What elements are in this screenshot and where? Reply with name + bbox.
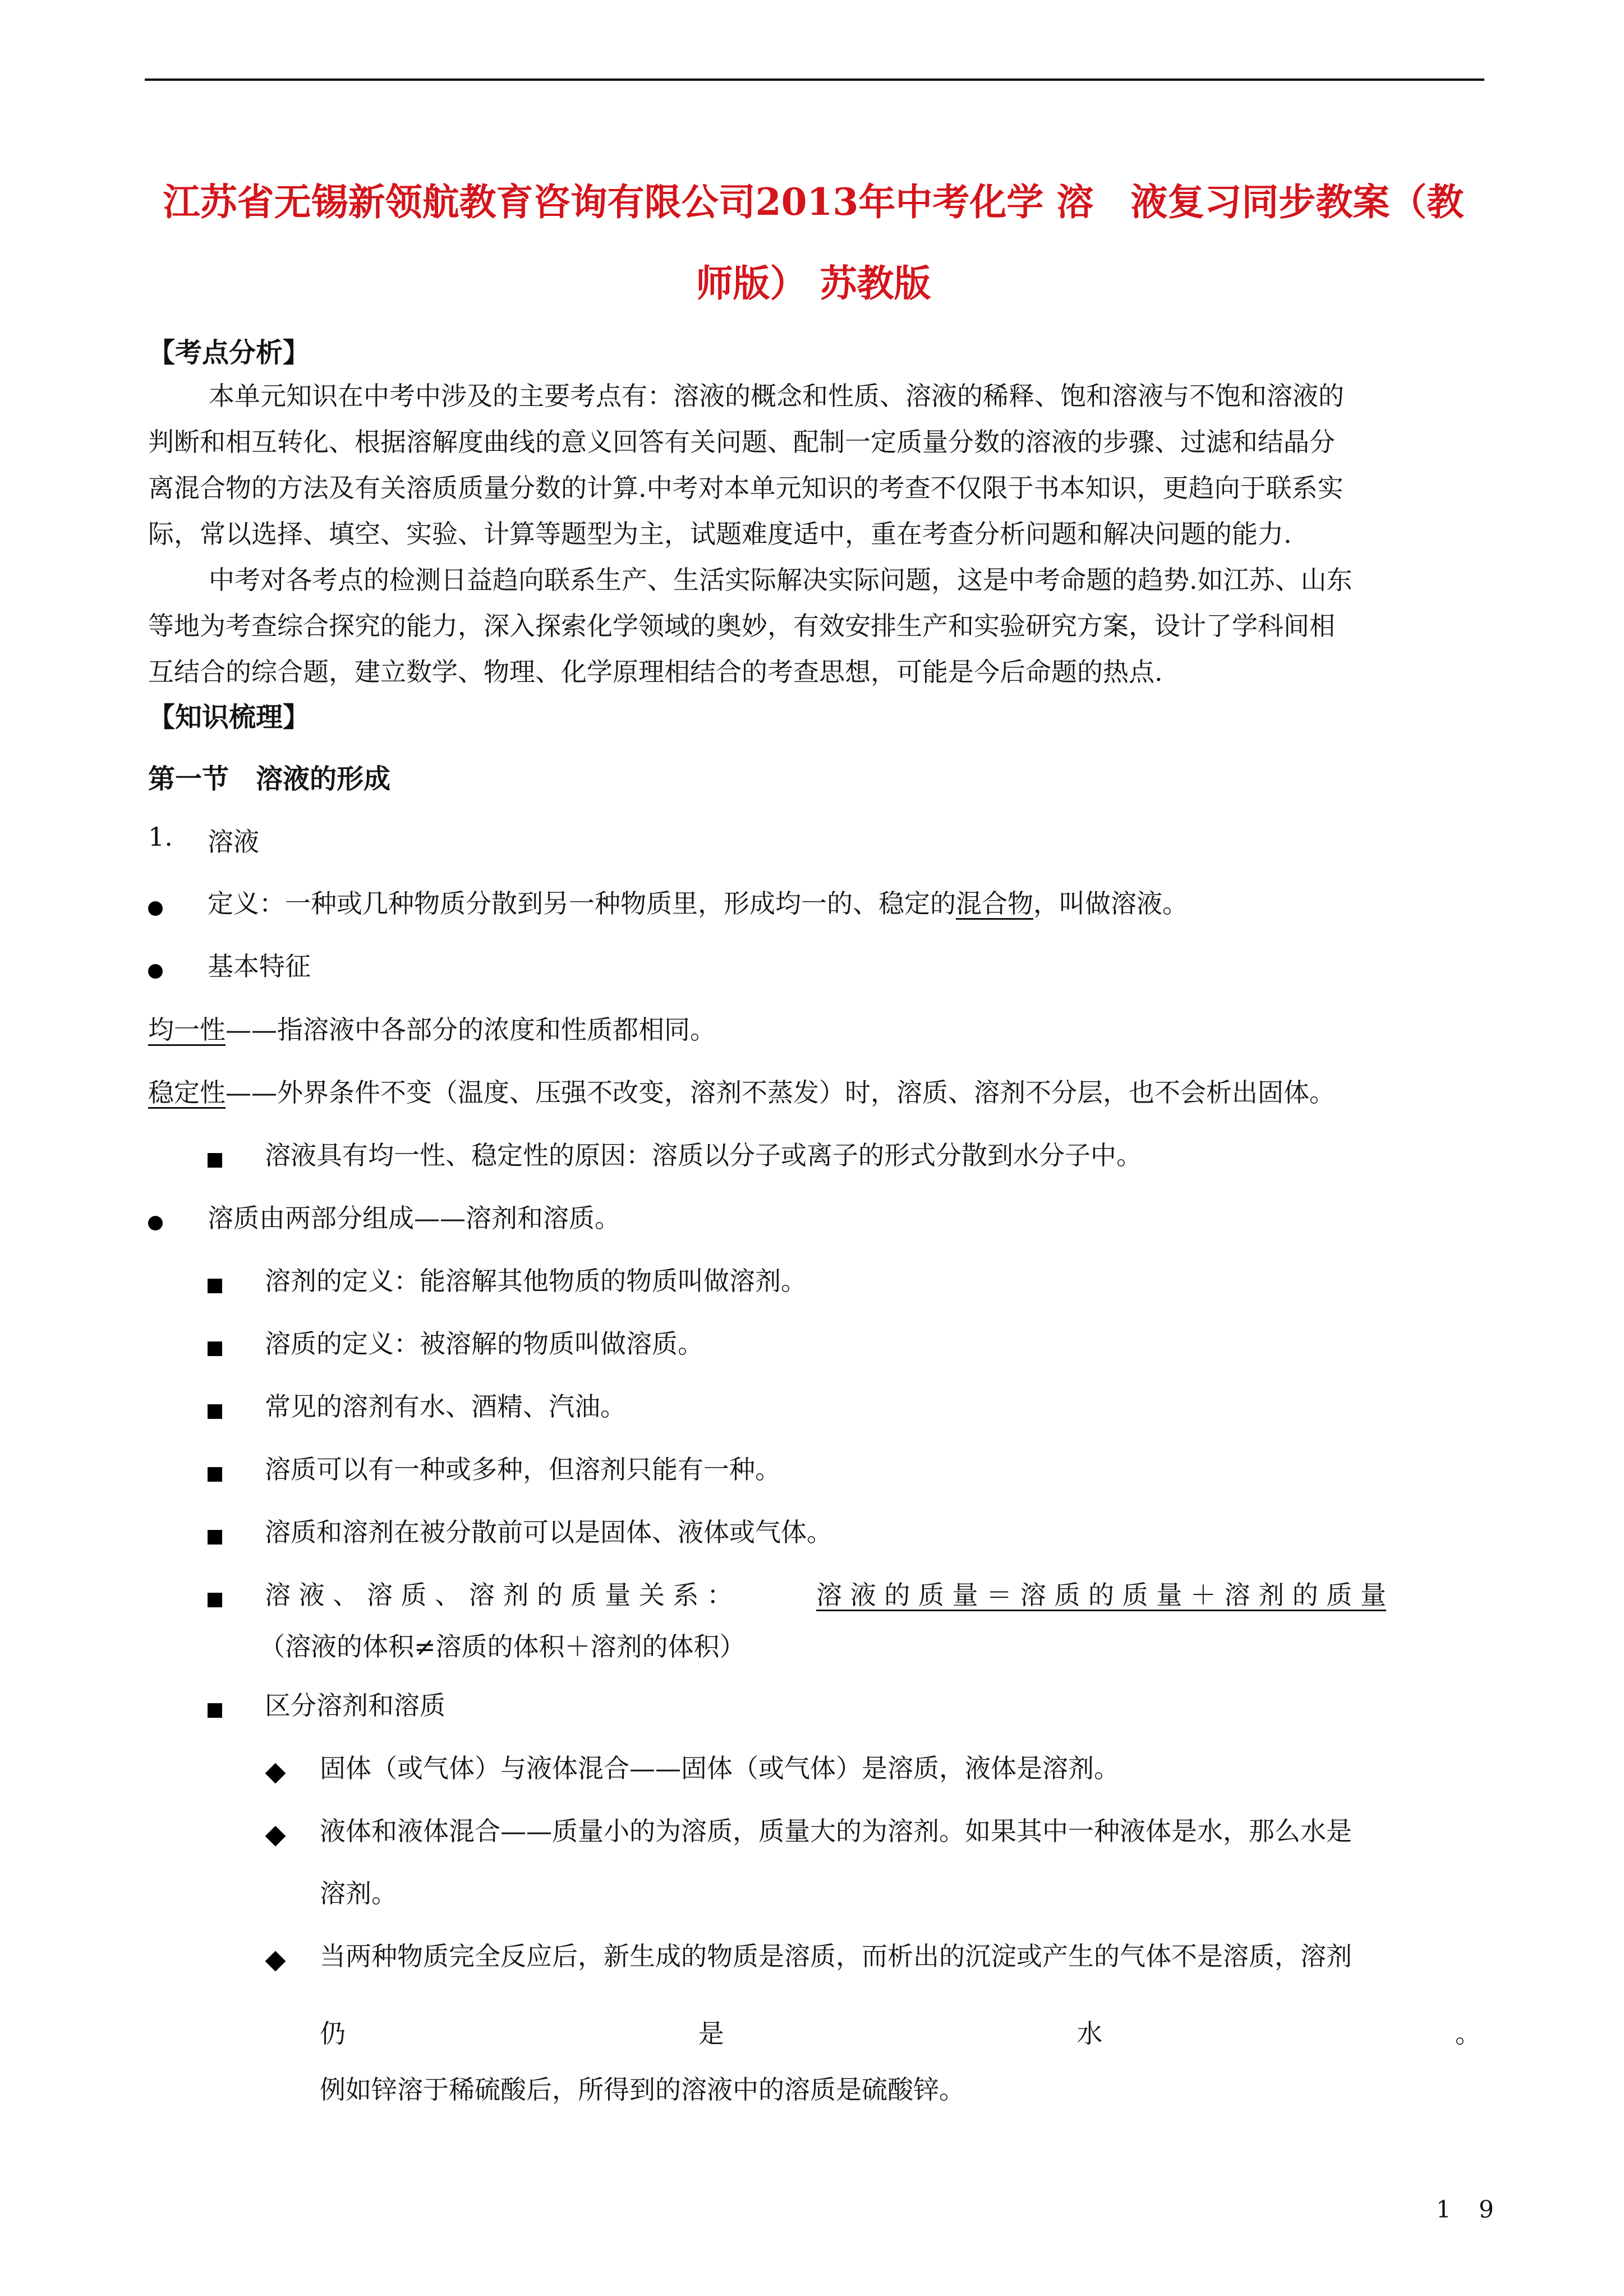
definition-prefix: 定义：一种或几种物质分散到另一种物质里，形成均一的、稳定的 xyxy=(208,888,956,919)
bullet-dot xyxy=(148,892,163,922)
definition-underlined: 混合物 xyxy=(956,888,1033,919)
para-line: 际，常以选择、填空、实验、计算等题型为主，试题难度适中，重在考查分析问题和解决问题的能力. xyxy=(148,519,1292,549)
item-text: 溶液 xyxy=(208,827,259,857)
bullet-dot xyxy=(148,955,163,985)
mass-relation-prefix: 溶 液 、 溶 质 、 溶 剂 的 质 量 关 系 ： xyxy=(265,1580,733,1610)
diamond-item-cont: 溶剂。 xyxy=(320,1878,397,1908)
reason-text: 溶液具有均一性、稳定性的原因：溶质以分子或离子的形式分散到水分子中。 xyxy=(265,1140,1142,1170)
diamond-item: 当两种物质完全反应后，新生成的物质是溶质，而析出的沉淀或产生的气体不是溶质，溶剂 xyxy=(320,1941,1352,1971)
bullet-diamond xyxy=(268,1819,283,1850)
list-item: 溶质的定义：被溶解的物质叫做溶质。 xyxy=(265,1329,703,1359)
para-line: 离混合物的方法及有关溶质质量分数的计算.中考对本单元知识的考查不仅限于书本知识，更趋向于联系实 xyxy=(148,473,1344,503)
para-line: 本单元知识在中考中涉及的主要考点有：溶液的概念和性质、溶液的稀释、饱和溶液与不饱和溶液的 xyxy=(209,381,1344,411)
stable-line xyxy=(148,1072,1335,1109)
bullet-square xyxy=(208,1332,222,1362)
list-item: 溶质和溶剂在被分散前可以是固体、液体或气体。 xyxy=(265,1517,832,1547)
kaodian-heading: 【考点分析】 xyxy=(148,337,310,368)
stable-text: ——外界条件不变（温度、压强不改变，溶剂不蒸发）时，溶质、溶剂不分层，也不会析出固体。 xyxy=(226,1077,1335,1108)
para-line: 判断和相互转化、根据溶解度曲线的意义回答有关问题、配制一定质量分数的溶液的步骤、过滤和结晶分 xyxy=(148,427,1335,457)
para-line: 等地为考查综合探究的能力，深入探索化学领域的奥妙，有效安排生产和实验研究方案，设计了学科间相 xyxy=(148,611,1335,641)
spread-char: 仍 xyxy=(320,2018,346,2049)
bullet-square xyxy=(208,1395,222,1425)
section-title: 第一节 溶液的形成 xyxy=(148,763,391,795)
bullet-diamond xyxy=(268,1756,283,1787)
diamond-item: 固体（或气体）与液体混合——固体（或气体）是溶质，液体是溶剂。 xyxy=(320,1753,1120,1783)
list-item: 常见的溶剂有水、酒精、汽油。 xyxy=(265,1391,626,1422)
spread-char: 。 xyxy=(1455,2018,1481,2049)
bullet-square xyxy=(208,1520,222,1551)
list-item: 溶质可以有一种或多种，但溶剂只能有一种。 xyxy=(265,1454,781,1484)
bullet-square xyxy=(208,1583,222,1613)
page-number: 1 9 xyxy=(1436,2196,1504,2223)
bullet-dot xyxy=(148,1206,163,1237)
spread-char: 水 xyxy=(1076,2018,1103,2049)
definition-suffix: ，叫做溶液。 xyxy=(1033,888,1188,919)
para-line: 互结合的综合题，建立数学、物理、化学原理相结合的考查思想，可能是今后命题的热点. xyxy=(148,657,1163,687)
uniform-term: 均一性 xyxy=(148,1015,226,1045)
bullet-square xyxy=(208,1458,222,1488)
bullet-square xyxy=(208,1269,222,1299)
definition-line xyxy=(208,883,1188,920)
list-item: 溶剂的定义：能溶解其他物质的物质叫做溶剂。 xyxy=(265,1266,807,1296)
para-line: 中考对各考点的检测日益趋向联系生产、生活实际解决实际问题，这是中考命题的趋势.如江苏、山东 xyxy=(209,565,1352,595)
bullet-square xyxy=(208,1694,222,1724)
bullet-diamond xyxy=(268,1944,283,1975)
diamond-item-example: 例如锌溶于稀硫酸后，所得到的溶液中的溶质是硫酸锌。 xyxy=(320,2074,965,2105)
uniform-text: ——指溶液中各部分的浓度和性质都相同。 xyxy=(226,1015,716,1045)
diamond-item-spread-line xyxy=(320,2013,1481,2050)
document-title-line1: 江苏省无锡新领航教育咨询有限公司2013年中考化学 溶 液复习同步教案（教 xyxy=(163,180,1464,224)
volume-note: （溶液的体积≠溶质的体积＋溶剂的体积） xyxy=(259,1631,746,1662)
mass-relation-formula: 溶 液 的 质 量 ＝ 溶 质 的 质 量 ＋ 溶 剂 的 质 量 xyxy=(816,1580,1386,1610)
zhishi-heading: 【知识梳理】 xyxy=(148,702,310,733)
basic-features: 基本特征 xyxy=(208,951,311,981)
distinguish-heading: 区分溶剂和溶质 xyxy=(265,1690,445,1721)
stable-term: 稳定性 xyxy=(148,1077,226,1108)
composition-text: 溶质由两部分组成——溶剂和溶质。 xyxy=(208,1203,620,1233)
diamond-item: 液体和液体混合——质量小的为溶质，质量大的为溶剂。如果其中一种液体是水，那么水是 xyxy=(320,1816,1352,1846)
item-number: 1. xyxy=(148,822,173,852)
document-title-line2: 师版） 苏教版 xyxy=(696,261,931,305)
uniform-line xyxy=(148,1009,716,1046)
header-rule xyxy=(145,79,1484,81)
bullet-square xyxy=(208,1144,222,1174)
spread-char: 是 xyxy=(698,2018,724,2049)
